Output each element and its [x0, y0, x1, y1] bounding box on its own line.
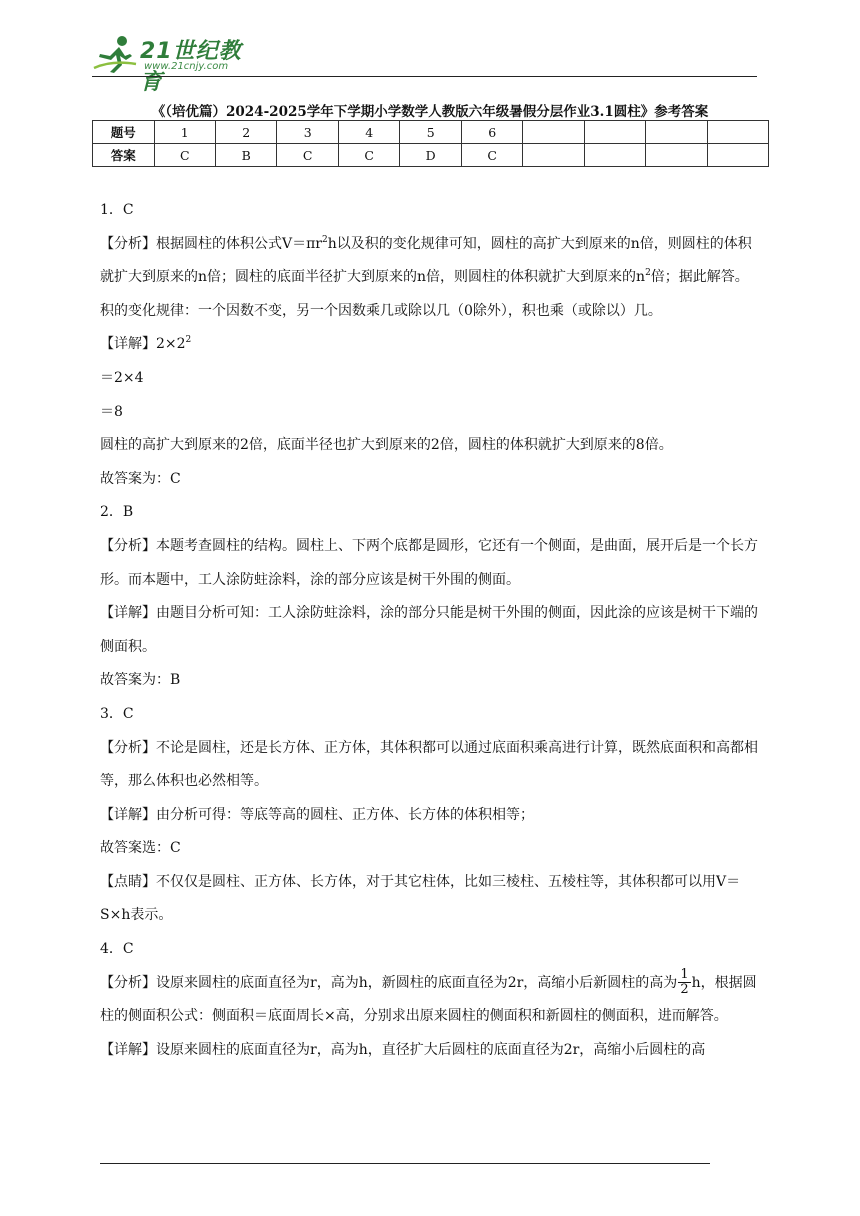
- logo-text: 21世纪教育: [140, 39, 242, 95]
- q4-analysis: [100, 967, 762, 1034]
- header-divider: [92, 76, 757, 77]
- fraction-denominator: 2: [680, 982, 689, 998]
- q4-heading: 4．C: [100, 941, 134, 958]
- logo-url: www.21cnjy.com: [144, 61, 229, 72]
- q2-analysis: 【分析】本题考查圆柱的结构。圆柱上、下两个底都是圆形，它还有一个侧面，是曲面，展开后是一个长方形。而本题中，工人涂防蛀涂料，涂的部分应该是树干外围的侧面。: [100, 537, 758, 588]
- question-number-cell: [707, 121, 768, 144]
- question-number-cell: 1: [154, 121, 215, 144]
- answer-cell: [584, 144, 645, 167]
- question-number-cell: [646, 121, 707, 144]
- answer-cell: C: [277, 144, 338, 167]
- answer-cell: [707, 144, 768, 167]
- q1-detail: [100, 328, 762, 362]
- q1-rule: 积的变化规律：一个因数不变，另一个因数乘几或除以几（0除外），积也乘（或除以）几。: [100, 302, 662, 319]
- footer-divider: [100, 1163, 710, 1164]
- q1-analysis-sup2: 2: [645, 268, 651, 279]
- page-header: [92, 30, 757, 95]
- q4-analysis-part2: h，根据圆柱的侧面积公式：侧面积＝底面周长×高，分别求出原来圆柱的侧面积和新圆柱的侧面积，进而解答。: [100, 974, 757, 1025]
- question-number-cell: 6: [461, 121, 522, 144]
- q1-analysis: [100, 228, 762, 295]
- solutions-body: [100, 194, 762, 1067]
- question-number-cell: [523, 121, 584, 144]
- answer-cell: D: [400, 144, 461, 167]
- answer-cell: C: [461, 144, 522, 167]
- answer-cell: [646, 144, 707, 167]
- question-number-row: [93, 121, 769, 144]
- q3-heading: 3．C: [100, 705, 134, 722]
- q1-detail-sup: 2: [185, 335, 192, 346]
- runner-logo-icon: [92, 34, 138, 74]
- q2-heading: 2．B: [100, 504, 134, 521]
- q4-analysis-part1: 【分析】设原来圆柱的底面直径为r，高为h，新圆柱的底面直径为2r，高缩小后新圆柱的高为: [100, 974, 678, 991]
- question-number-cell: 4: [338, 121, 399, 144]
- row-label-number: 题号: [93, 121, 155, 144]
- q2-answer: 故答案为：B: [100, 672, 181, 689]
- q1-detail-expr: 【详解】2×2: [100, 336, 186, 353]
- answer-cell: C: [338, 144, 399, 167]
- logo: [92, 30, 262, 95]
- q3-answer: 故答案选：C: [100, 840, 181, 857]
- q1-answer: 故答案为：C: [100, 470, 181, 487]
- question-number-cell: 5: [400, 121, 461, 144]
- answer-row: [93, 144, 769, 167]
- answer-cell: C: [154, 144, 215, 167]
- q4-detail: 【详解】设原来圆柱的底面直径为r，高为h，直径扩大后圆柱的底面直径为2r，高缩小后圆柱的高: [100, 1041, 706, 1058]
- q1-analysis-part3: 倍；据此解答。: [650, 269, 749, 286]
- document-title: 《（培优篇）2024-2025学年下学期小学数学人教版六年级暑假分层作业3.1圆柱》参考答案: [151, 104, 709, 120]
- q1-analysis-part2: h以及积的变化规律可知，圆柱的高扩大到原来的n倍，则圆柱的体积就扩大到原来的n倍；圆柱的底面半径扩大到原来的n倍，则圆柱的体积就扩大到原来的n: [100, 235, 752, 286]
- fraction-numerator: 1: [680, 967, 689, 983]
- answer-cell: B: [216, 144, 277, 167]
- q1-step2: ＝2×4: [100, 369, 144, 386]
- row-label-answer: 答案: [93, 144, 155, 167]
- q1-conclusion: 圆柱的高扩大到原来的2倍，底面半径也扩大到原来的2倍，圆柱的体积就扩大到原来的8倍。: [100, 437, 673, 454]
- q1-heading: 1．C: [100, 202, 134, 218]
- q3-detail: 【详解】由分析可得：等底等高的圆柱、正方体、长方体的体积相等；: [100, 806, 534, 823]
- answer-cell: [523, 144, 584, 167]
- q3-analysis: 【分析】不论是圆柱，还是长方体、正方体，其体积都可以通过底面积乘高进行计算，既然底面积和高都相等，那么体积也必然相等。: [100, 739, 758, 790]
- q1-analysis-sup1: 2: [322, 234, 328, 245]
- question-number-cell: 3: [277, 121, 338, 144]
- question-number-cell: 2: [216, 121, 277, 144]
- q3-tip: 【点睛】不仅仅是圆柱、正方体、长方体，对于其它柱体，比如三棱柱、五棱柱等，其体积都可以用V＝S×h表示。: [100, 873, 741, 924]
- answer-table: [92, 120, 769, 167]
- q2-detail: 【详解】由题目分析可知：工人涂防蛀涂料，涂的部分只能是树干外围的侧面，因此涂的应该是树干下端的侧面积。: [100, 605, 758, 655]
- q1-analysis-part1: 【分析】根据圆柱的体积公式V＝πr: [100, 235, 323, 252]
- fraction: [678, 968, 690, 997]
- question-number-cell: [584, 121, 645, 144]
- q1-step3: ＝8: [100, 403, 123, 420]
